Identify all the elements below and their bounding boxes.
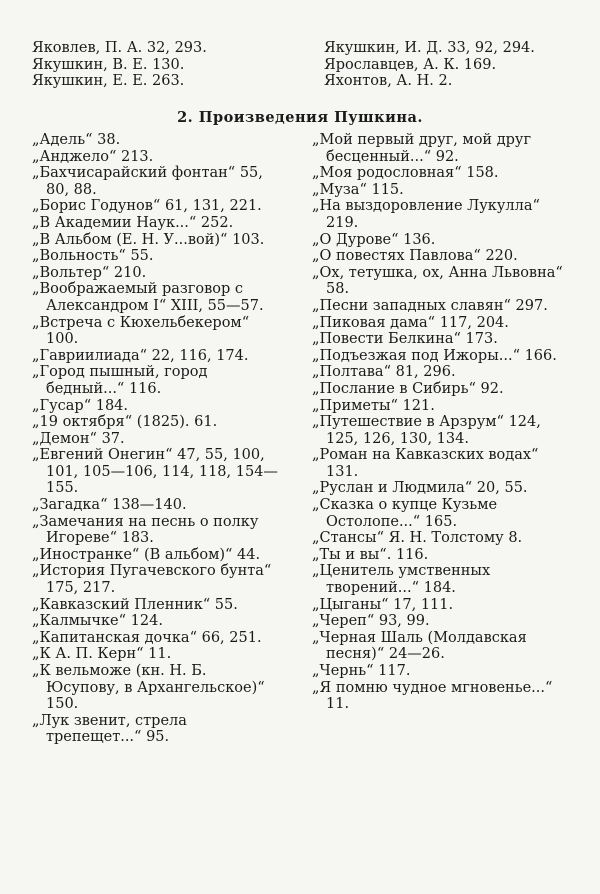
work-entry: „Замечания на песнь о полку Игореве“ 183. [32, 513, 259, 547]
work-entry: „Мой первый друг, мой друг бесценный...“ 92. [312, 132, 532, 165]
work-entry: „Вольность“ 55. [32, 248, 154, 265]
name-index-left-column [32, 40, 302, 90]
works-index [32, 132, 572, 746]
work-entry: „Песни западных славян“ 297. [312, 297, 548, 314]
work-entry: „Лук звенит, стрела трепещет...“ 95. [32, 712, 187, 746]
work-entry: „Ценитель умственных творений...“ 184. [312, 563, 491, 597]
work-entry: „Роман на Кавказских водах“ 131. [312, 447, 539, 480]
work-entry: „О Дурове“ 136. [312, 231, 436, 248]
work-entry: „Повести Белкина“ 173. [312, 331, 498, 348]
name-index-continuation [32, 40, 572, 90]
work-entry: „Демон“ 37. [32, 430, 125, 447]
work-entry: „19 октября“ (1825). 61. [32, 414, 218, 431]
work-entry: „Капитанская дочка“ 66, 251. [32, 629, 262, 646]
work-entry: „Сказка о купце Кузьме Остолопе...“ 165. [312, 497, 498, 530]
work-entry: „Череп“ 93, 99. [312, 613, 430, 630]
work-entry: „В Альбом (Е. Н. У...вой)“ 103. [32, 231, 265, 248]
work-entry: „Руслан и Людмила“ 20, 55. [312, 480, 528, 497]
work-entry: „Гусар“ 184. [32, 397, 128, 414]
work-entry: „Кавказский Пленник“ 55. [32, 596, 238, 613]
work-entry: „Загадка“ 138—140. [32, 497, 187, 514]
work-entry: „Я помню чудное мгновенье...“ 11. [312, 679, 553, 713]
work-entry: „Город пышный, город бедный...“ 116. [32, 364, 208, 397]
work-entry: „Встреча с Кюхельбекером“ 100. [32, 314, 250, 348]
work-entry: „Ты и вы“. 116. [312, 546, 429, 563]
work-entry: „Путешествие в Арзрум“ 124, 125, 126, 130, 134. [312, 414, 541, 447]
section-title: 2. Произведения Пушкина. [177, 109, 423, 126]
name-entry: Ярославцев, А. К. 169. [324, 56, 497, 73]
work-entry: „Гавриилиада“ 22, 116, 174. [32, 347, 249, 364]
work-entry: „Анджело“ 213. [32, 148, 154, 165]
work-entry: „Послание в Сибирь“ 92. [312, 380, 504, 397]
work-entry: „Моя родословная“ 158. [312, 165, 499, 182]
name-entry: Якушкин, И. Д. 33, 92, 294. [324, 40, 535, 56]
works-index-left-column [32, 132, 302, 746]
work-entry: „В Академии Наук...“ 252. [32, 214, 234, 231]
work-entry: „Подъезжая под Ижоры...“ 166. [312, 347, 557, 364]
work-entry: „Иностранке“ (В альбом)“ 44. [32, 546, 261, 563]
work-entry: „Цыганы“ 17, 111. [312, 596, 454, 613]
work-entry: „Воображаемый разговор с Александром I“ XIII, 55—57. [32, 281, 264, 314]
work-entry: „Адель“ 38. [32, 132, 121, 148]
work-entry: „Ох, тетушка, ох, Анна Львовна“ 58. [312, 264, 563, 298]
name-entry: Яковлев, П. А. 32, 293. [32, 40, 207, 56]
name-entry: Якушкин, Е. Е. 263. [32, 73, 185, 90]
work-entry: „К А. П. Керн“ 11. [32, 646, 172, 663]
work-entry: „К вельможе (кн. Н. Б. Юсупову, в Архангельское)“ 150. [32, 663, 265, 713]
name-entry: Яхонтов, А. Н. 2. [324, 73, 453, 90]
work-entry: „Вольтер“ 210. [32, 264, 147, 281]
work-entry: „О повестях Павлова“ 220. [312, 248, 518, 265]
work-entry: „Бахчисарайский фонтан“ 55, 80, 88. [32, 165, 263, 198]
work-entry: „Муза“ 115. [312, 181, 404, 198]
work-entry: „История Пугачевского бунта“ 175, 217. [32, 563, 272, 597]
work-entry: „Пиковая дама“ 117, 204. [312, 314, 509, 331]
work-entry: „Чернь“ 117. [312, 663, 411, 679]
name-entry: Якушкин, В. Е. 130. [32, 56, 185, 73]
work-entry: „На выздоровление Лукулла“ 219. [312, 198, 540, 231]
work-entry: „Полтава“ 81, 296. [312, 364, 456, 381]
works-index-right-column [302, 132, 572, 746]
work-entry: „Черная Шаль (Молдавская песня)“ 24—26. [312, 629, 527, 663]
work-entry: „Калмычке“ 124. [32, 613, 163, 630]
work-entry: „Евгений Онегин“ 47, 55, 100, 101, 105—106, 114, 118, 154—155. [32, 447, 278, 497]
work-entry: „Стансы“ Я. Н. Толстому 8. [312, 530, 523, 547]
name-index-right-column [302, 40, 572, 90]
work-entry: „Приметы“ 121. [312, 397, 435, 414]
work-entry: „Борис Годунов“ 61, 131, 221. [32, 198, 262, 215]
